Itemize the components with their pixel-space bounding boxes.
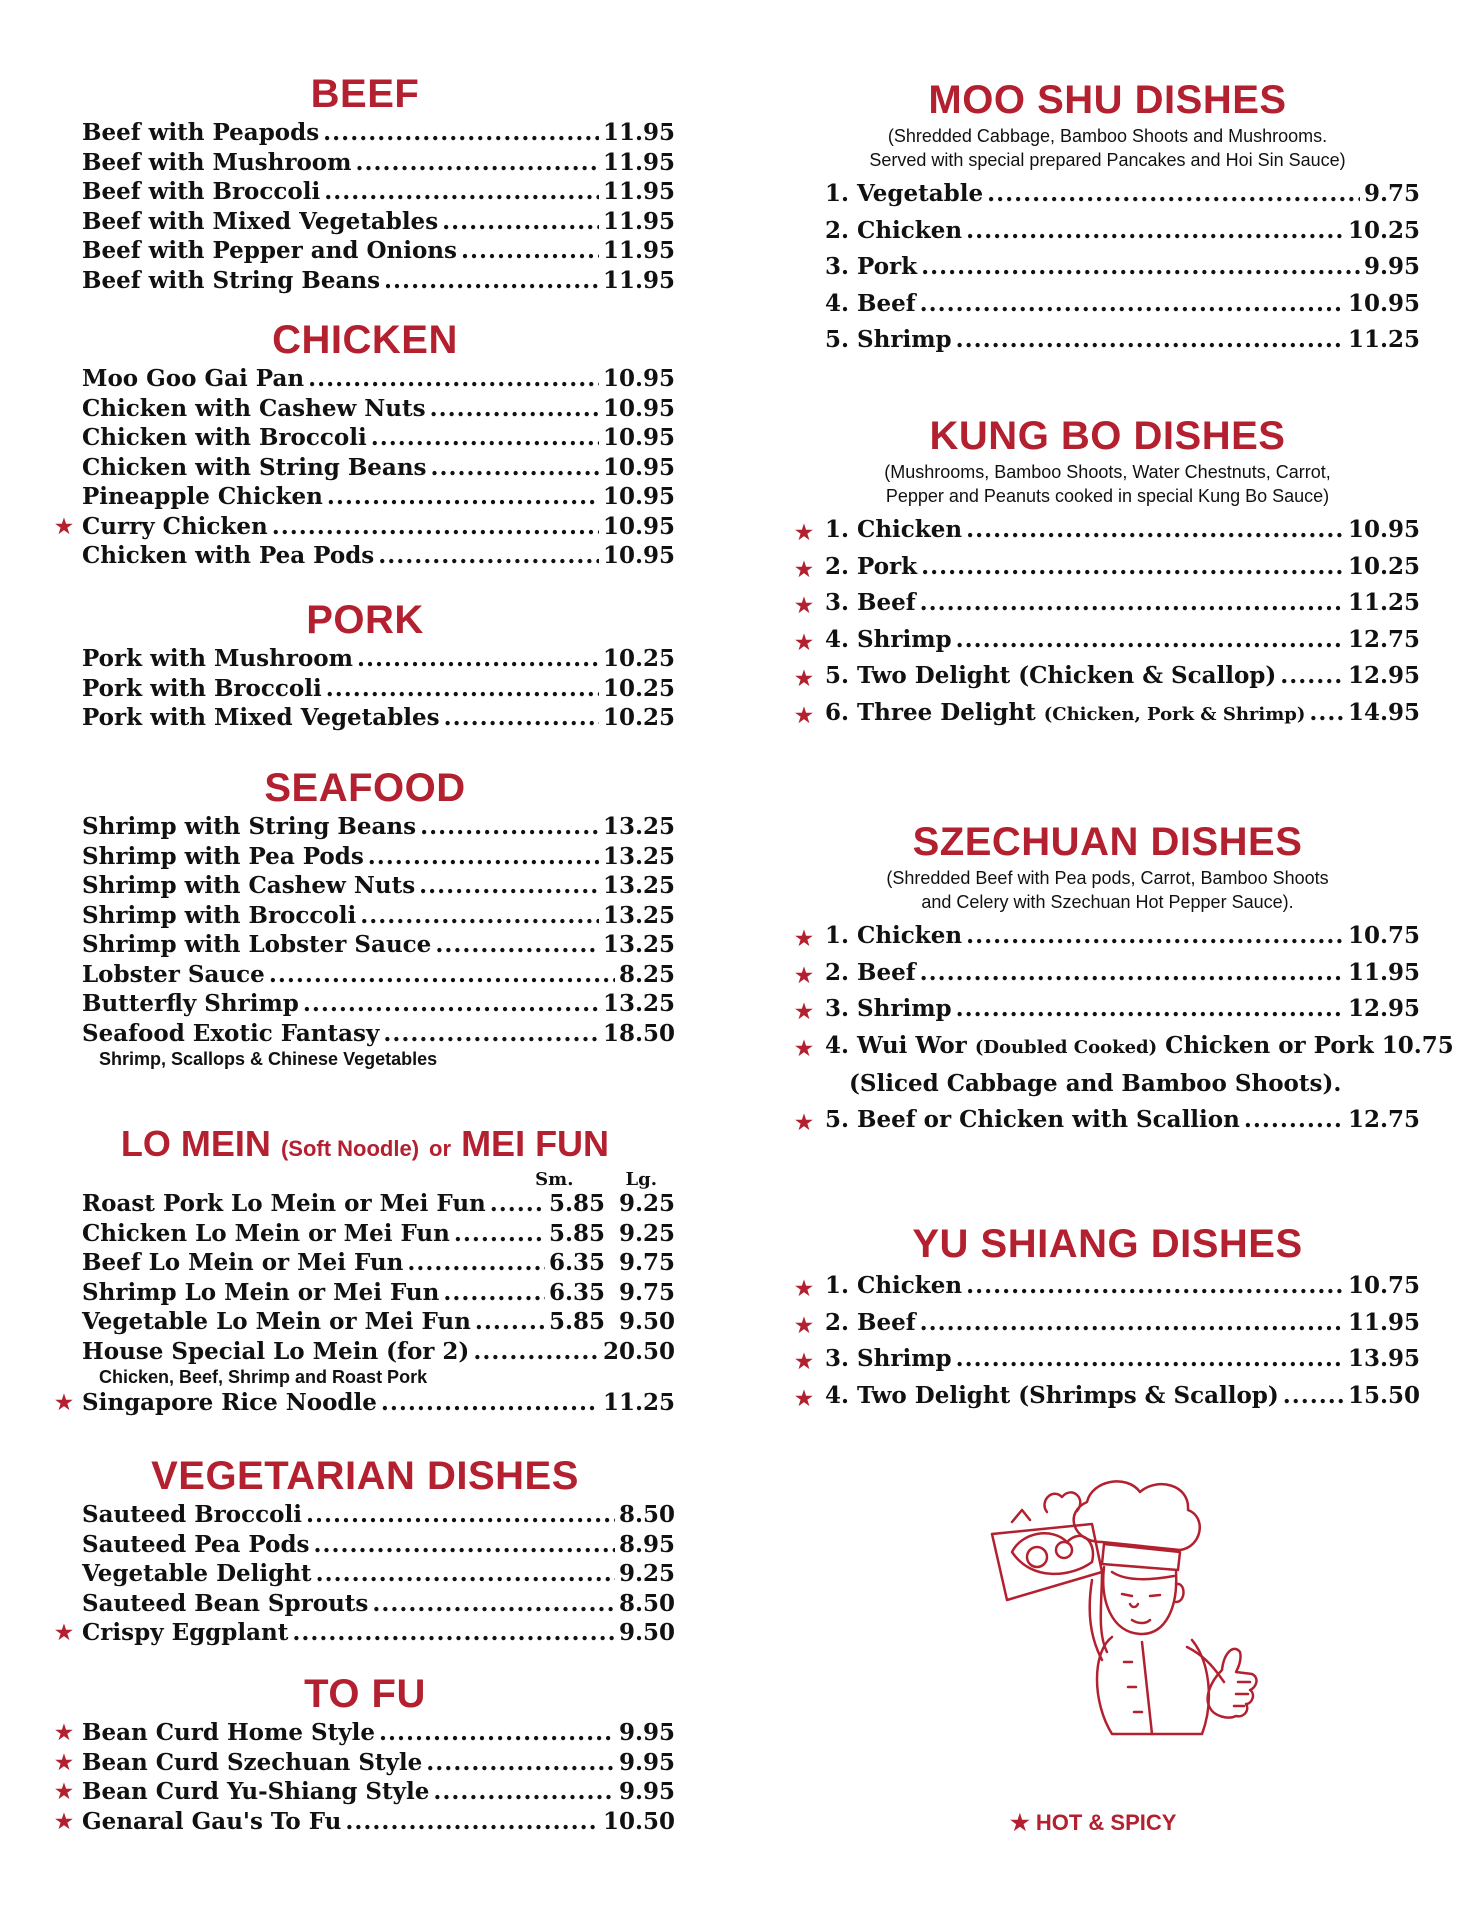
- menu-item: Chicken Lo Mein or Mei Fun ..... 5.85 9.25: [55, 1219, 675, 1249]
- section-note: (Mushrooms, Bamboo Shoots, Water Chestnuts, Carrot, Pepper and Peanuts cooked in special Kung Bo Sauce): [884, 462, 1331, 506]
- hot-spicy-star-icon: ★: [55, 1808, 73, 1833]
- menu-item: ★ 5. Beef or Chicken with Scallion ..... 12.75: [795, 1102, 1420, 1139]
- menu-item: Chicken with Pea Pods ..... 10.95: [55, 541, 675, 571]
- hot-spicy-star-icon: ★: [55, 1749, 73, 1774]
- item-note: Shrimp, Scallops & Chinese Vegetables: [99, 1049, 438, 1069]
- menu-item: 1. Vegetable ..... 9.75: [795, 176, 1420, 213]
- section-title: SZECHUAN DISHES: [912, 820, 1303, 864]
- menu-item: Chicken with String Beans ..... 10.95: [55, 453, 675, 483]
- menu-item: ★ 1. Chicken ..... 10.95: [795, 512, 1420, 549]
- menu-item: ★ Bean Curd Szechuan Style ..... 9.95: [55, 1748, 675, 1778]
- menu-item: Pork with Mixed Vegetables ..... 10.25: [55, 703, 675, 733]
- hot-spicy-star-icon: ★: [795, 962, 813, 987]
- menu-item: ★ 6. Three Delight (Chicken, Pork & Shrimp) ..... 14.95: [795, 695, 1420, 734]
- menu-item: Sauteed Broccoli ..... 8.50: [55, 1500, 675, 1530]
- section-note: (Shredded Cabbage, Bamboo Shoots and Mushrooms. Served with special prepared Pancakes and Hoi Sin Sauce): [869, 126, 1346, 170]
- section-title: LO MEIN (Soft Noodle) or MEI FUN: [120, 1123, 610, 1164]
- menu-item: Chicken with Broccoli ..... 10.95: [55, 423, 675, 453]
- section-title: TO FU: [304, 1672, 426, 1716]
- menu-item: ★ 2. Pork ..... 10.25: [795, 549, 1420, 586]
- section-beef: [55, 72, 675, 295]
- menu-item: ★ 4. Two Delight (Shrimps & Scallop) ..... 15.50: [795, 1378, 1420, 1415]
- menu-item: Shrimp with Broccoli ..... 13.25: [55, 901, 675, 931]
- hot-spicy-star-icon: ★: [795, 1312, 813, 1337]
- menu-item: Beef Lo Mein or Mei Fun ..... 6.35 9.75: [55, 1248, 675, 1278]
- size-header: Sm. Lg.: [535, 1169, 657, 1190]
- menu-item: Vegetable Lo Mein or Mei Fun ..... 5.85 9.50: [55, 1307, 675, 1337]
- menu-item: Moo Goo Gai Pan ..... 10.95: [55, 364, 675, 394]
- menu-item: ★ 2. Beef ..... 11.95: [795, 1305, 1420, 1342]
- menu-item: ★ 2. Beef ..... 11.95: [795, 955, 1420, 992]
- menu-item: Shrimp with Lobster Sauce ..... 13.25: [55, 930, 675, 960]
- menu-item: Pineapple Chicken ..... 10.95: [55, 482, 675, 512]
- menu-item: Shrimp Lo Mein or Mei Fun ..... 6.35 9.75: [55, 1278, 675, 1308]
- section-note: (Shredded Beef with Pea pods, Carrot, Bamboo Shoots and Celery with Szechuan Hot Pepper Sauce).: [886, 868, 1329, 912]
- menu-item: Beef with Peapods ..... 11.95: [55, 118, 675, 148]
- menu-item: ★ Genaral Gau's To Fu ..... 10.50: [55, 1807, 675, 1837]
- menu-item: Beef with Mixed Vegetables ..... 11.95: [55, 207, 675, 237]
- section-title: CHICKEN: [272, 318, 458, 362]
- menu-item: 2. Chicken ..... 10.25: [795, 213, 1420, 250]
- section-title: PORK: [306, 598, 424, 642]
- menu-item: Chicken with Cashew Nuts ..... 10.95: [55, 394, 675, 424]
- menu-item: ★ Crispy Eggplant ..... 9.50: [55, 1618, 675, 1648]
- section-seafood: [55, 766, 675, 1070]
- menu-item: 5. Shrimp ..... 11.25: [795, 322, 1420, 359]
- menu-item: Pork with Broccoli ..... 10.25: [55, 674, 675, 704]
- menu-item: ★ 3. Shrimp ..... 12.95: [795, 991, 1420, 1028]
- hot-spicy-star-icon: ★: [795, 1035, 813, 1060]
- hot-spicy-star-icon: ★: [795, 629, 813, 654]
- section-lo-mein: [55, 1122, 675, 1418]
- menu-item: Seafood Exotic Fantasy ..... 18.50: [55, 1019, 675, 1049]
- menu-item: ★ Curry Chicken ..... 10.95: [55, 512, 675, 542]
- menu-item: ★ 1. Chicken ..... 10.75: [795, 918, 1420, 955]
- menu-item: Butterfly Shrimp ..... 13.25: [55, 989, 675, 1019]
- menu-item: 4. Beef ..... 10.95: [795, 286, 1420, 323]
- menu-item: ★ 3. Shrimp ..... 13.95: [795, 1341, 1420, 1378]
- hot-spicy-star-icon: ★: [55, 1720, 73, 1744]
- menu-item: Shrimp with Cashew Nuts ..... 13.25: [55, 871, 675, 901]
- section-kung-bo: [795, 414, 1420, 733]
- legend-text: HOT & SPICY: [1035, 1810, 1177, 1835]
- menu-item: Beef with String Beans ..... 11.95: [55, 266, 675, 296]
- hot-spicy-star-icon: ★: [55, 1779, 73, 1803]
- menu-item: ★ 3. Beef ..... 11.25: [795, 585, 1420, 622]
- menu-item: Vegetable Delight ..... 9.25: [55, 1559, 675, 1589]
- section-title: VEGETARIAN DISHES: [151, 1454, 579, 1498]
- menu-item: ★ Bean Curd Yu-Shiang Style ..... 9.95: [55, 1777, 675, 1807]
- menu-item: Beef with Mushroom ..... 11.95: [55, 148, 675, 178]
- hot-spicy-star-icon: ★: [795, 999, 813, 1023]
- menu-item: ★ 1. Chicken ..... 10.75: [795, 1268, 1420, 1305]
- section-pork: [55, 598, 675, 733]
- hot-spicy-star-icon: ★: [795, 520, 813, 544]
- menu-item: 3. Pork ..... 9.95: [795, 249, 1420, 286]
- hot-spicy-star-icon: ★: [795, 702, 813, 727]
- section-title: BEEF: [310, 72, 420, 116]
- menu-item: Roast Pork Lo Mein or Mei Fun ..... 5.85 9.25: [55, 1189, 675, 1219]
- menu-item: ★ Bean Curd Home Style ..... 9.95: [55, 1718, 675, 1748]
- section-chicken: [55, 318, 675, 571]
- hot-spicy-star-icon: ★: [55, 513, 73, 538]
- menu-item: Sauteed Pea Pods ..... 8.95: [55, 1530, 675, 1560]
- hot-spicy-star-icon: ★: [795, 666, 813, 690]
- menu-item: Shrimp with Pea Pods ..... 13.25: [55, 842, 675, 872]
- hot-spicy-star-icon: ★: [795, 556, 813, 581]
- menu-item: ★ Singapore Rice Noodle ..... 11.25: [55, 1388, 675, 1418]
- menu-item: ★ 5. Two Delight (Chicken & Scallop) ..... 12.95: [795, 658, 1420, 695]
- hot-spicy-star-icon: ★: [55, 1620, 73, 1644]
- section-title: KUNG BO DISHES: [929, 414, 1286, 458]
- item-note: Chicken, Beef, Shrimp and Roast Pork: [99, 1367, 428, 1387]
- hot-spicy-star-icon: ★: [795, 1385, 813, 1410]
- hot-spicy-star-icon: ★: [795, 1276, 813, 1300]
- hot-spicy-star-icon: ★: [795, 1110, 813, 1134]
- hot-spicy-star-icon: ★: [795, 593, 813, 617]
- section-moo-shu: [795, 78, 1420, 359]
- section-vegetarian: [55, 1454, 675, 1648]
- hot-spicy-star-icon: ★: [795, 1349, 813, 1373]
- menu-item: ★ 4. Shrimp ..... 12.75: [795, 622, 1420, 659]
- section-title: MOO SHU DISHES: [928, 78, 1287, 122]
- menu-item: Lobster Sauce ..... 8.25: [55, 960, 675, 990]
- menu-item: Beef with Pepper and Onions ..... 11.95: [55, 236, 675, 266]
- hot-spicy-legend: [1010, 1810, 1176, 1836]
- section-title: SEAFOOD: [264, 766, 466, 810]
- hot-spicy-star-icon: ★: [795, 926, 813, 950]
- menu-item: Sauteed Bean Sprouts ..... 8.50: [55, 1589, 675, 1619]
- section-yu-shiang: [795, 1222, 1420, 1414]
- section-tofu: [55, 1672, 675, 1836]
- item-note: (Sliced Cabbage and Bamboo Shoots).: [849, 1070, 1342, 1097]
- section-title: YU SHIANG DISHES: [912, 1222, 1303, 1266]
- hot-spicy-star-icon: ★: [55, 1390, 73, 1414]
- section-szechuan: [795, 820, 1454, 1139]
- menu-item: Beef with Broccoli ..... 11.95: [55, 177, 675, 207]
- menu-item: Shrimp with String Beans ..... 13.25: [55, 812, 675, 842]
- chef-illustration: [952, 1472, 1264, 1752]
- menu-item: House Special Lo Mein (for 2) ..... 20.50: [55, 1337, 675, 1367]
- menu-item: ★ 4. Wui Wor (Doubled Cooked) Chicken or Pork 10.75: [795, 1028, 1420, 1067]
- menu-item: Pork with Mushroom ..... 10.25: [55, 644, 675, 674]
- star-icon: ★: [1010, 1810, 1030, 1835]
